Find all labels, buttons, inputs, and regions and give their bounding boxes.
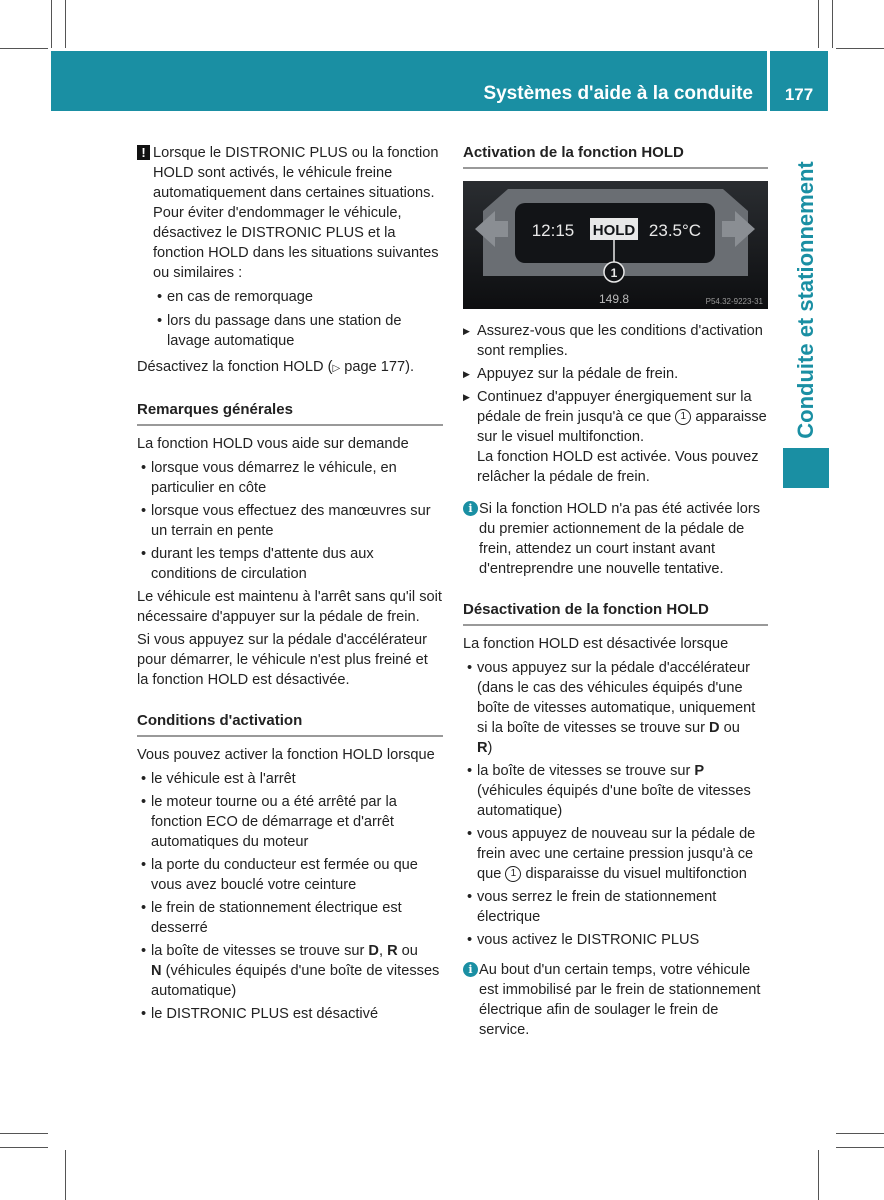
page-ref-icon: ▷ xyxy=(332,363,341,374)
list-item: • le moteur tourne ou a été arrêté par la fonction ECO de démarrage et d'arrêt automatiques du moteur xyxy=(137,792,443,852)
crop-mark xyxy=(65,1150,66,1200)
gear-or: ou xyxy=(397,943,418,959)
gear-r: R xyxy=(387,943,398,959)
list-item: • lorsque vous démarrez le véhicule, en particulier en côte xyxy=(137,458,443,498)
info-note xyxy=(463,499,768,579)
step-1: ▶ Assurez-vous que les conditions d'activation sont remplies. xyxy=(463,321,768,361)
figure-code: P54.32-9223-31 xyxy=(705,297,763,306)
hold-indicator: HOLD xyxy=(592,222,636,239)
list-item: • en cas de remorquage xyxy=(153,287,443,307)
conditions-list xyxy=(137,769,443,1024)
warning-list xyxy=(153,287,443,351)
gear-d: D xyxy=(709,720,720,736)
info-text: Au bout d'un certain temps, votre véhicule est immobilisé par le frein de stationnement électrique afin de soulager le frein de service. xyxy=(479,962,761,1038)
crop-mark xyxy=(832,0,833,48)
section-heading-conditions: Conditions d'activation xyxy=(137,711,443,737)
d1-text: ) xyxy=(487,740,493,756)
gear-sep: , xyxy=(378,943,388,959)
list-item: • le DISTRONIC PLUS est désactivé xyxy=(137,1004,443,1024)
warning-text: Lorsque le DISTRONIC PLUS ou la fonction HOLD sont activés, le véhicule freine automatiquement dans certaines situations. Pour éviter d'endommager le véhicule, désactivez le DISTRONIC PLUS et la fonction HOLD dans les situations suivantes ou similaires : xyxy=(153,145,439,281)
d3-text: vous appuyez de nouveau sur la pédale de frein avec une certaine pression jusqu'à ce que xyxy=(477,826,756,882)
d2-text: (véhicules équipés d'une boîte de vitesses automatique) xyxy=(477,783,751,819)
crop-mark xyxy=(0,1133,48,1134)
crop-mark xyxy=(818,0,819,48)
crop-mark xyxy=(51,0,52,48)
step-3 xyxy=(463,387,768,487)
section-heading-activation: Activation de la fonction HOLD xyxy=(463,143,768,169)
gear-d: D xyxy=(368,943,379,959)
deactivate-text: Désactivez la fonction HOLD ( xyxy=(137,359,333,375)
remarques-paragraph: Si vous appuyez sur la pédale d'accélérateur pour démarrer, le véhicule n'est plus freiné et la fonction HOLD est désactivée. xyxy=(137,632,428,688)
crop-mark xyxy=(65,0,66,48)
chapter-tab-label-box xyxy=(783,160,829,440)
list-item: • lors du passage dans une station de lavage automatique xyxy=(153,311,443,351)
gear-text: la boîte de vitesses se trouve sur xyxy=(151,943,369,959)
info-note xyxy=(463,960,768,1040)
display-temperature: 23.5°C xyxy=(648,221,702,240)
list-item: • durant les temps d'attente dus aux conditions de circulation xyxy=(137,544,443,584)
page-number: 177 xyxy=(784,85,814,104)
deactivation-intro: La fonction HOLD est désactivée lorsque xyxy=(463,636,729,652)
info-icon: i xyxy=(463,501,478,516)
list-item: • vous serrez le frein de stationnement électrique xyxy=(463,887,768,927)
section-title: Systèmes d'aide à la conduite xyxy=(483,83,753,104)
remarques-intro: La fonction HOLD vous aide sur demande xyxy=(137,436,409,452)
list-item: • le véhicule est à l'arrêt xyxy=(137,769,443,789)
info-icon: i xyxy=(463,962,478,977)
warning-block xyxy=(137,143,443,351)
crop-mark xyxy=(836,48,884,49)
step-3-text: apparaisse sur le visuel multifonction. xyxy=(477,409,767,445)
d2-text: la boîte de vitesses se trouve sur xyxy=(477,763,695,779)
crop-mark xyxy=(0,48,48,49)
right-column xyxy=(463,143,768,1040)
section-heading-remarques: Remarques générales xyxy=(137,400,443,426)
display-odometer: 149.8 xyxy=(598,292,630,306)
remarques-list xyxy=(137,458,443,584)
list-item: • lorsque vous effectuez des manœuvres sur un terrain en pente xyxy=(137,501,443,541)
chapter-tab-marker xyxy=(783,448,829,488)
callout-number: 1 xyxy=(610,266,618,280)
warning-icon: ! xyxy=(137,145,150,160)
page-ref-link[interactable]: page 177). xyxy=(344,359,415,375)
callout-ref: 1 xyxy=(505,866,521,882)
display-time: 12:15 xyxy=(531,221,575,240)
gear-n: N xyxy=(151,963,162,979)
remarques-paragraph: Le véhicule est maintenu à l'arrêt sans qu'il soit nécessaire d'appuyer sur la pédale de frein. xyxy=(137,589,442,625)
step-3-note: La fonction HOLD est activée. Vous pouvez relâcher la pédale de frein. xyxy=(477,449,759,485)
crop-mark xyxy=(0,1147,48,1148)
crop-mark xyxy=(836,1133,884,1134)
crop-mark xyxy=(836,1147,884,1148)
step-2: ▶ Appuyez sur la pédale de frein. xyxy=(463,364,768,384)
gear-r: R xyxy=(477,740,488,756)
list-item xyxy=(463,658,768,758)
list-item: • la porte du conducteur est fermée ou que vous avez bouclé votre ceinture xyxy=(137,855,443,895)
d1-or: ou xyxy=(719,720,740,736)
left-column xyxy=(137,143,443,1024)
step-3-text: Continuez d'appuyer énergiquement sur la pédale de frein jusqu'à ce que xyxy=(477,389,752,425)
list-item xyxy=(463,824,768,884)
deactivate-paragraph xyxy=(137,357,443,379)
deactivation-list xyxy=(463,658,768,950)
list-item xyxy=(137,941,443,1001)
crop-mark xyxy=(818,1150,819,1200)
gear-text: (véhicules équipés d'une boîte de vitesses automatique) xyxy=(151,963,440,999)
multifunction-display-figure xyxy=(463,181,768,309)
gear-p: P xyxy=(694,763,705,779)
list-item: • vous activez le DISTRONIC PLUS xyxy=(463,930,768,950)
page-number-box xyxy=(770,51,828,111)
section-header xyxy=(51,51,767,111)
chapter-tab-label: Conduite et stationnement xyxy=(793,161,818,439)
d1-text: vous appuyez sur la pédale d'accélérateur (dans le cas des véhicules équipés d'une boîte de vitesses automatique, uniquement si la boîte de vitesses se trouve sur xyxy=(477,660,756,736)
conditions-intro: Vous pouvez activer la fonction HOLD lorsque xyxy=(137,747,435,763)
info-text: Si la fonction HOLD n'a pas été activée lors du premier actionnement de la pédale de frein, attendez un court instant avant d'entreprendre une nouvelle tentative. xyxy=(479,501,761,577)
list-item xyxy=(463,761,768,821)
section-heading-deactivation: Désactivation de la fonction HOLD xyxy=(463,600,768,626)
callout-ref: 1 xyxy=(675,409,691,425)
list-item: • le frein de stationnement électrique est desserré xyxy=(137,898,443,938)
d3-text: disparaisse du visuel multifonction xyxy=(521,866,747,882)
